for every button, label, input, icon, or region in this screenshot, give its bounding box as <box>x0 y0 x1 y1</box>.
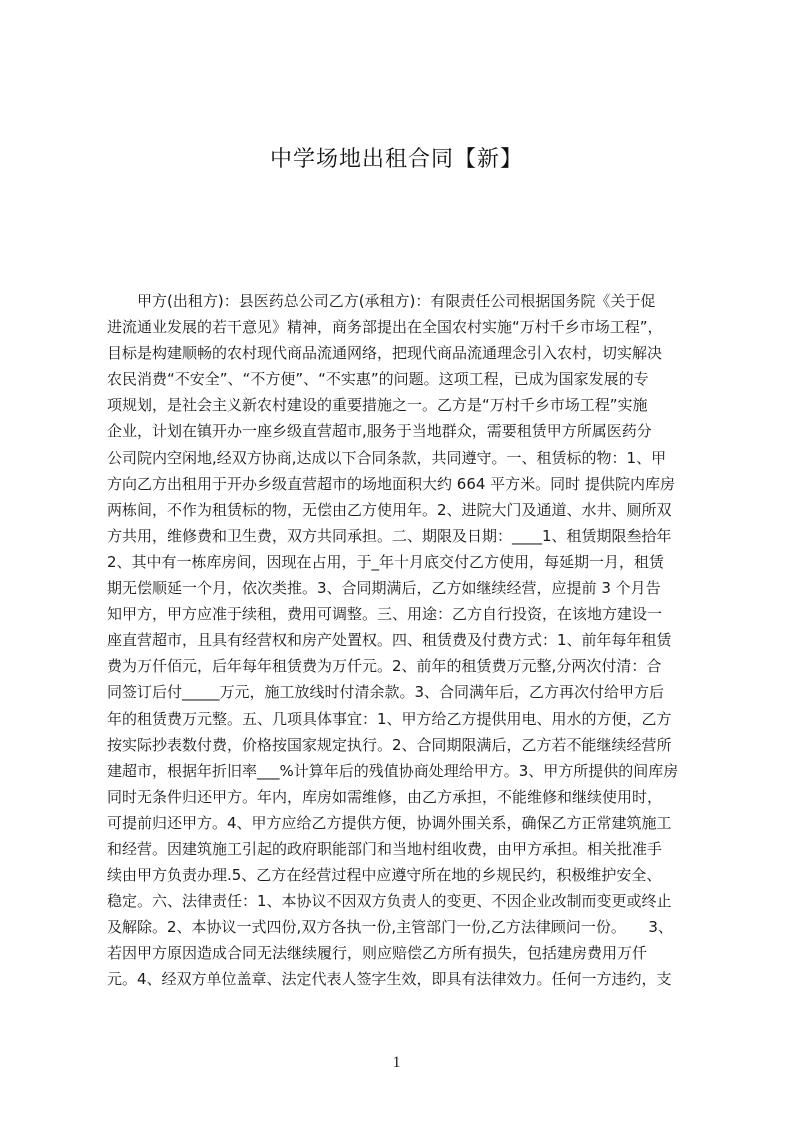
body-line: 期无偿顺延一个月，依次类推。3、合同期满后，乙方如继续经营，应提前 3 个月告 <box>107 579 661 598</box>
body-line: 元。4、经双方单位盖章、法定代表人签字生效，即具有法律效力。任何一方违约，支 <box>107 970 672 989</box>
body-line: 方向乙方出租用于开办乡级直营超市的场地面积大约 664 平方米。同时 提供院内库房 <box>107 474 675 493</box>
contract-body <box>107 288 697 1008</box>
body-line: 稳定。六、法律责任：1、本协议不因双方负责人的变更、不因企业改制而变更或终止 <box>107 892 672 911</box>
body-line: 进流通业发展的若干意见》精神，商务部提出在全国农村实施“万村千乡市场工程”， <box>107 318 663 337</box>
body-line: 年的租赁费万元整。五、几项具体事宜：1、甲方给乙方提供用电、用水的方便，乙方 <box>107 709 672 728</box>
body-line: 知甲方，甲方应准于续租，费用可调整。三、用途：乙方自行投资，在该地方建设一 <box>107 605 663 624</box>
body-line: 座直营超市，且具有经营权和房产处置权。四、租赁费及付费方式：1、前年每年租赁 <box>107 631 672 650</box>
body-line: 公司院内空闲地,经双方协商,达成以下合同条款，共同遵守。一、租赁标的物：1、甲 <box>107 448 667 467</box>
document-title: 中学场地出租合同【新】 <box>269 147 523 172</box>
body-line: 续由甲方负责办理.5、乙方在经营过程中应遵守所在地的乡规民约，积极维护安全、 <box>107 866 662 885</box>
body-line: 按实际抄表数付费，价格按国家规定执行。2、合同期限满后，乙方若不能继续经营所 <box>107 735 672 754</box>
body-line: 同签订后付_____万元，施工放线时付清余款。3、合同满年后，乙方再次付给甲方后 <box>107 683 665 702</box>
body-line: 2、其中有一栋库房间，因现在占用，于_年十月底交付乙方使用，每延期一月，租赁 <box>107 552 665 571</box>
body-line: 可提前归还甲方。4、甲方应给乙方提供方便，协调外围关系，确保乙方正常建筑施工 <box>107 813 672 832</box>
body-line: 方共用，维修费和卫生费，双方共同承担。二、期限及日期：____1、租赁期限叁拾年 <box>107 526 672 545</box>
body-line: 及解除。2、本协议一式四份,双方各执一份,主管部门一份,乙方法律顾问一份。 3、 <box>107 918 673 937</box>
body-line: 项规划，是社会主义新农村建设的重要措施之一。乙方是“万村千乡市场工程”实施 <box>107 396 648 415</box>
body-line: 农民消费“不安全”、“不方便”、“不实惠”的问题。这项工程，已成为国家发展的专 <box>107 370 649 389</box>
body-line: 若因甲方原因造成合同无法继续履行，则应赔偿乙方所有损失，包括建房费用万仟 <box>107 944 648 963</box>
body-line: 目标是构建顺畅的农村现代商品流通网络，把现代商品流通理念引入农村，切实解决 <box>107 344 663 363</box>
body-line: 甲方(出租方)：县医药总公司乙方(承租方)：有限责任公司根据国务院《关于促 <box>107 292 656 310</box>
page-number: 1 <box>392 1054 401 1071</box>
body-line: 和经营。因建筑施工引起的政府职能部门和当地村组收费，由甲方承担。相关批准手 <box>107 839 663 858</box>
body-line: 企业，计划在镇开办一座乡级直营超市,服务于当地群众，需要租赁甲方所属医药分 <box>107 422 652 441</box>
body-line: 两栋间，不作为租赁标的物，无偿由乙方使用年。2、进院大门及通道、水井、厕所双 <box>107 500 672 519</box>
body-line: 同时无条件归还甲方。年内，库房如需维修，由乙方承担，不能维修和继续使用时， <box>107 787 663 806</box>
body-line: 建超市，根据年折旧率___%计算年后的残值协商处理给甲方。3、甲方所提供的间库房 <box>107 761 679 780</box>
body-line: 费为万仟佰元，后年每年租赁费为万仟元。2、前年的租赁费万元整,分两次付清：合 <box>107 657 662 676</box>
